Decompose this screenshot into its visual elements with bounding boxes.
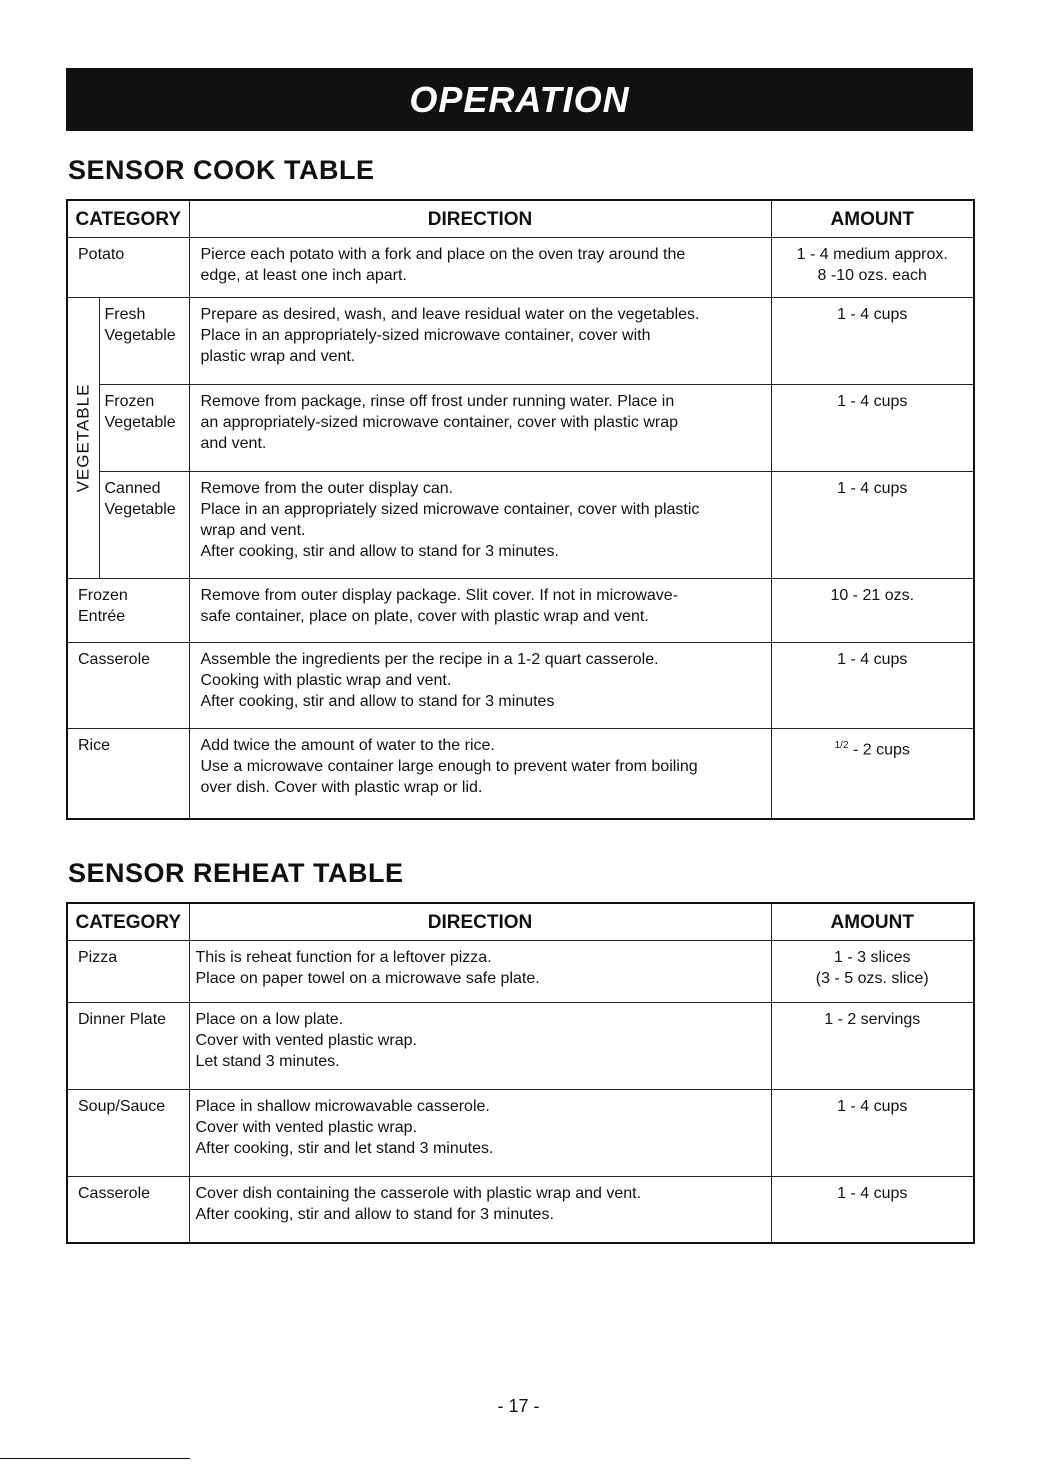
direction-line: Cover with vented plastic wrap. [195, 1119, 417, 1136]
table-row [67, 1090, 974, 1177]
footer-rule [0, 1458, 190, 1459]
amount-cell: 1 - 4 cups [771, 472, 974, 579]
category-cell [67, 579, 189, 643]
direction-line: After cooking, stir and allow to stand for 3 minutes [200, 693, 555, 710]
direction-line: edge, at least one inch apart. [200, 267, 407, 284]
table-row [67, 238, 974, 298]
table-header-row [67, 200, 974, 238]
header-direction: DIRECTION [189, 200, 771, 238]
direction-cell [189, 579, 771, 643]
category-cell [99, 385, 189, 472]
direction-line: This is reheat function for a leftover pizza. [195, 949, 492, 966]
direction-line: plastic wrap and vent. [200, 348, 356, 365]
direction-line: Prepare as desired, wash, and leave residual water on the vegetables. [200, 306, 700, 323]
sensor-reheat-table [66, 902, 975, 1244]
direction-cell [189, 1177, 771, 1243]
table-row [67, 472, 974, 579]
amount-cell: 1 - 2 servings [771, 1003, 974, 1090]
header-category: CATEGORY [67, 200, 189, 238]
table-row [67, 298, 974, 385]
direction-cell [189, 298, 771, 385]
direction-line: and vent. [200, 435, 267, 452]
direction-cell [189, 729, 771, 819]
table-row [67, 941, 974, 1003]
direction-cell [189, 643, 771, 729]
amount-cell: 1 - 4 cups [771, 385, 974, 472]
amount-line: (3 - 5 ozs. slice) [815, 970, 929, 987]
amount-cell: 1 - 4 cups [771, 643, 974, 729]
category-line: Frozen [104, 393, 155, 410]
category-cell: Casserole [67, 1177, 189, 1243]
direction-line: Place on a low plate. [195, 1011, 344, 1028]
category-cell: Potato [67, 238, 189, 298]
table-row [67, 643, 974, 729]
sensor-cook-table [66, 199, 975, 820]
table-row [67, 729, 974, 819]
direction-cell [189, 238, 771, 298]
page-number: - 17 - [497, 1396, 540, 1416]
direction-line: Use a microwave container large enough to prevent water from boiling [200, 758, 698, 775]
direction-cell [189, 472, 771, 579]
direction-line: over dish. Cover with plastic wrap or lid. [200, 779, 483, 796]
amount-rest: - 2 cups [848, 741, 910, 759]
direction-line: Assemble the ingredients per the recipe in a 1-2 quart casserole. [200, 651, 659, 668]
direction-line: Cooking with plastic wrap and vent. [200, 672, 452, 689]
direction-line: safe container, place on plate, cover with plastic wrap and vent. [200, 608, 649, 625]
amount-line: 8 -10 ozs. each [817, 267, 927, 284]
direction-line: Place in shallow microwavable casserole. [195, 1098, 490, 1115]
amount-cell: 10 - 21 ozs. [771, 579, 974, 643]
direction-line: Cover with vented plastic wrap. [195, 1032, 417, 1049]
category-cell: Rice [67, 729, 189, 819]
header-amount: AMOUNT [771, 903, 974, 941]
amount-line: 1 - 3 slices [834, 949, 911, 966]
direction-line: Pierce each potato with a fork and place on the oven tray around the [200, 246, 686, 263]
direction-cell [189, 941, 771, 1003]
category-line: Vegetable [104, 501, 176, 518]
table-row [67, 385, 974, 472]
category-line: Frozen [78, 587, 128, 604]
vegetable-group-cell [67, 298, 99, 579]
direction-line: After cooking, stir and let stand 3 minutes. [195, 1140, 494, 1157]
amount-fraction: 1/2 [834, 740, 849, 751]
table-row [67, 579, 974, 643]
table-row [67, 1003, 974, 1090]
table-row [67, 1177, 974, 1243]
amount-cell: 1 - 4 cups [771, 1090, 974, 1177]
direction-line: Cover dish containing the casserole with plastic wrap and vent. [195, 1185, 642, 1202]
direction-cell [189, 1090, 771, 1177]
category-cell: Soup/Sauce [67, 1090, 189, 1177]
direction-cell [189, 1003, 771, 1090]
direction-line: Let stand 3 minutes. [195, 1053, 340, 1070]
operation-banner: OPERATION [66, 68, 973, 131]
amount-cell [771, 729, 974, 819]
direction-line: Place on paper towel on a microwave safe plate. [195, 970, 540, 987]
header-amount: AMOUNT [771, 200, 974, 238]
direction-line: wrap and vent. [200, 522, 306, 539]
category-cell: Pizza [67, 941, 189, 1003]
table-header-row [67, 903, 974, 941]
header-direction: DIRECTION [189, 903, 771, 941]
category-cell: Dinner Plate [67, 1003, 189, 1090]
sensor-reheat-title: SENSOR REHEAT TABLE [68, 858, 404, 888]
category-cell [99, 472, 189, 579]
category-line: Canned [104, 480, 161, 497]
category-cell [99, 298, 189, 385]
vegetable-group-label: VEGETABLE [73, 383, 93, 493]
category-line: Fresh [104, 306, 146, 323]
direction-line: Remove from outer display package. Slit cover. If not in microwave- [200, 587, 679, 604]
direction-cell [189, 385, 771, 472]
direction-line: Place in an appropriately-sized microwave container, cover with [200, 327, 651, 344]
sensor-cook-title: SENSOR COOK TABLE [68, 155, 375, 185]
amount-line: 1 - 4 medium approx. [796, 246, 948, 263]
direction-line: Remove from package, rinse off frost under running water. Place in [200, 393, 675, 410]
direction-line: After cooking, stir and allow to stand for 3 minutes. [195, 1206, 554, 1223]
category-line: Vegetable [104, 327, 176, 344]
category-cell: Casserole [67, 643, 189, 729]
header-category: CATEGORY [67, 903, 189, 941]
amount-cell [771, 941, 974, 1003]
category-line: Entrée [78, 608, 126, 625]
amount-cell: 1 - 4 cups [771, 1177, 974, 1243]
direction-line: an appropriately-sized microwave container, cover with plastic wrap [200, 414, 679, 431]
direction-line: After cooking, stir and allow to stand for 3 minutes. [200, 543, 559, 560]
amount-cell: 1 - 4 cups [771, 298, 974, 385]
direction-line: Place in an appropriately sized microwave container, cover with plastic [200, 501, 700, 518]
direction-line: Add twice the amount of water to the rice. [200, 737, 495, 754]
category-line: Vegetable [104, 414, 176, 431]
direction-line: Remove from the outer display can. [200, 480, 454, 497]
amount-cell [771, 238, 974, 298]
